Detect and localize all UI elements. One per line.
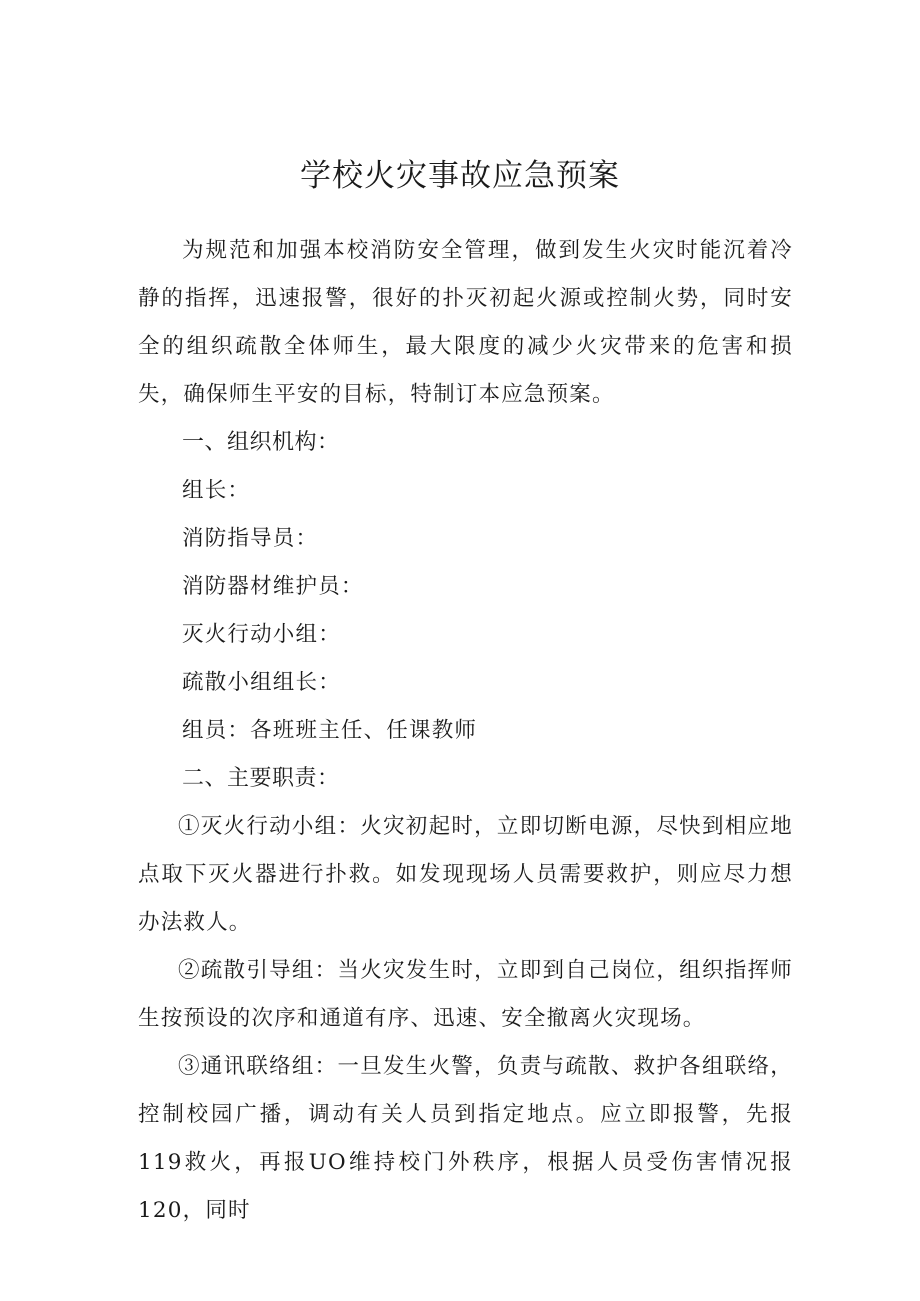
member-line-fire-instructor: 消防指导员：	[182, 526, 319, 551]
intro-paragraph: 为规范和加强本校消防安全管理，做到发生火灾时能沉着冷静的指挥，迅速报警，很好的扑灭初起火源或控制火势，同时安全的组织疏散全体师生，最大限度的减少火灾带来的危害和损失，确保师生平安的目标，特制订本应急预案。	[138, 238, 793, 407]
member-line-leader: 组长：	[182, 478, 251, 503]
responsibility-item-evacuation: ②疏散引导组：当火灾发生时，立即到自己岗位，组织指挥师生按预设的次序和通道有序、迅速、安全撤离火灾现场。	[138, 958, 793, 1031]
document-body	[138, 227, 793, 1235]
member-line-equipment-maintainer: 消防器材维护员：	[182, 574, 364, 599]
member-line-evacuation-leader: 疏散小组组长：	[182, 670, 341, 695]
responsibility-item-communication: ③通讯联络组：一旦发生火警，负责与疏散、救护各组联络，控制校园广播，调动有关人员到指定地点。应立即报警，先报119救火，再报UO维持校门外秩序，根据人员受伤害情况报120，同时	[138, 1054, 793, 1223]
member-line-firefighting-group: 灭火行动小组：	[182, 622, 341, 647]
responsibility-item-firefighting: ①灭火行动小组：火灾初起时，立即切断电源，尽快到相应地点取下灭火器进行扑救。如发现现场人员需要救护，则应尽力想办法救人。	[138, 814, 793, 935]
section-heading-responsibilities: 二、主要职责：	[182, 766, 340, 791]
document-title: 学校火灾事故应急预案	[300, 158, 620, 194]
section-heading-organization: 一、组织机构：	[182, 430, 340, 455]
member-line-group-members: 组员：各班班主任、任课教师	[182, 718, 478, 743]
